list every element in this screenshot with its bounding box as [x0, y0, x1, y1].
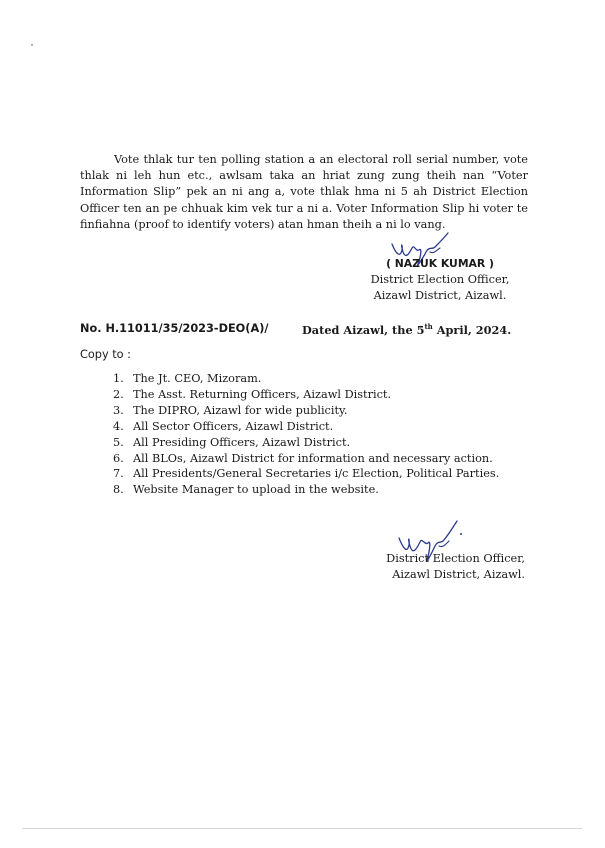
signatory-office: Aizawl District, Aizawl.	[373, 289, 507, 302]
list-item-number: 2.	[113, 387, 124, 401]
list-item-number: 7.	[113, 467, 124, 481]
list-item	[113, 419, 499, 435]
list-item-number: 3.	[113, 403, 124, 417]
closing-block	[365, 551, 525, 583]
copy-to-label: Copy to :	[80, 348, 131, 361]
list-item-text: The Jt. CEO, Mizoram.	[133, 372, 262, 385]
list-item-text: All Presidents/General Secretaries i/c Election, Political Parties.	[133, 467, 500, 481]
page-edge-line	[22, 828, 582, 829]
body-paragraph: Vote thlak tur ten polling station a an electoral roll serial number, vote thlak ni leh hun etc., awlsam taka an hriat zung zung theih nan “Voter Information Slip” pek an ni ang a, vote thlak hma ni 5 ah District Election Officer ten an pe chhuak kim vek tur a ni a. Voter Information Slip hi voter te finfiahna (proof to identify voters) atan hman theih a ni lo vang.	[80, 153, 528, 231]
reference-number: No. H.11011/35/2023-DEO(A)/	[80, 322, 269, 335]
list-item	[113, 482, 499, 498]
list-item	[113, 466, 499, 482]
list-item-number: 6.	[113, 451, 124, 465]
list-item-text: All Presiding Officers, Aizawl District.	[133, 435, 351, 449]
signatory-name: ( NAZUK KUMAR )	[386, 257, 494, 270]
date-ordinal: th	[424, 322, 433, 331]
closing-office: Aizawl District, Aizawl.	[392, 568, 525, 581]
list-item	[113, 387, 499, 403]
copy-list	[113, 371, 499, 498]
reference-date	[302, 322, 511, 337]
list-item	[113, 403, 499, 419]
list-item-text: All Sector Officers, Aizawl District.	[133, 419, 334, 433]
list-item-text: All BLOs, Aizawl District for information and necessary action.	[133, 451, 493, 465]
signatory-block	[355, 256, 525, 304]
closing-designation: District Election Officer,	[386, 552, 525, 565]
list-item-text: The Asst. Returning Officers, Aizawl District.	[133, 387, 392, 401]
list-item	[113, 435, 499, 451]
list-item-number: 1.	[113, 372, 124, 385]
date-prefix: Dated Aizawl, the 5	[302, 322, 425, 337]
date-suffix: April, 2024.	[432, 322, 512, 337]
list-item-text: The DIPRO, Aizawl for wide publicity.	[133, 403, 348, 417]
list-item	[113, 371, 499, 387]
list-item-text: Website Manager to upload in the website.	[133, 483, 379, 497]
list-item-number: 8.	[113, 483, 124, 497]
list-item	[113, 451, 499, 467]
list-item-number: 4.	[113, 419, 124, 433]
list-item-number: 5.	[113, 435, 124, 449]
scan-speck	[31, 44, 33, 46]
signatory-designation: District Election Officer,	[370, 273, 510, 286]
